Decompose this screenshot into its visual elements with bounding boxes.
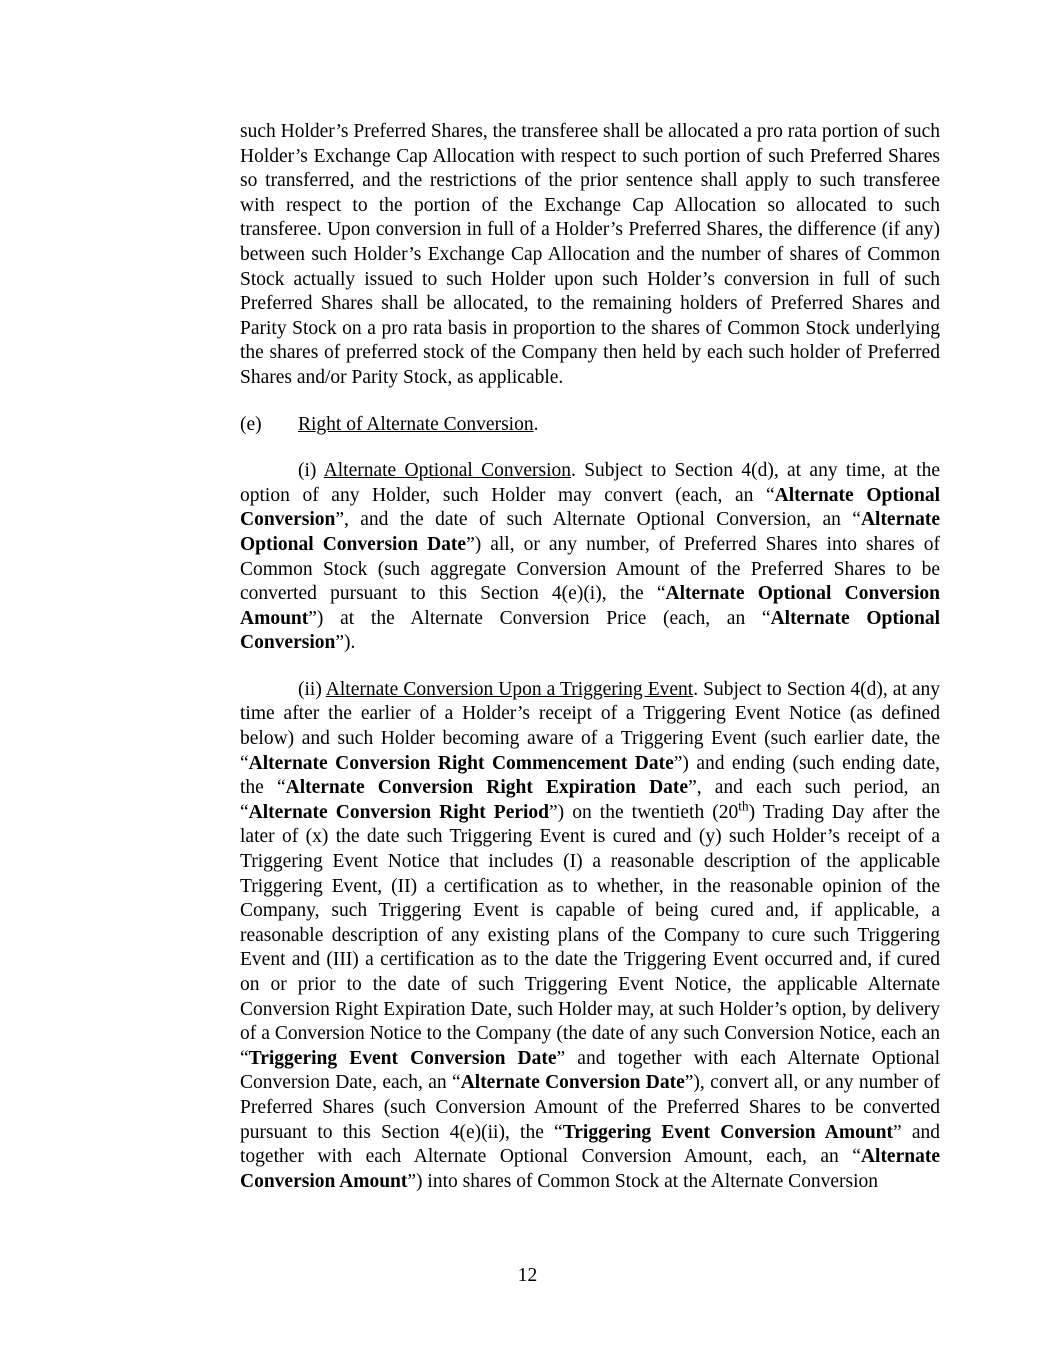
defined-term-alternate-optional-conversion-2: Alternate Optional Conversion [240,607,941,654]
clause-e-ii-text-2: ”) and ending (such ending date, the “ [240,752,940,799]
clause-e-ii-text-5: ) Trading Day after the later of (x) the date such Triggering Event is cured and (y) such Holder’s receipt of a Triggering Event Notice that includes (I) a reasonable description of the applicable Triggering Event, (II) a certification as to whether, in the reasonable opinion of the Company, such Triggering Event is capable of being cured and, if applicable, a reasonable description of any existing plans of the Company to cure such Triggering Event and (III) a certification as to the date the Triggering Event occurred and, if cured on or prior to the date of such Triggering Event Notice, the applicable Alternate Conversion Right Expiration Date, such Holder may, at such Holder’s option, by delivery of a Conversion Notice to the Company (the date of any such Conversion Notice, each an “ [240,801,940,1069]
clause-e-ii-text-3: ”, and each such period, an “ [240,777,940,823]
page-number: 12 [517,1265,538,1286]
defined-term-expiration-date: Alternate Conversion Right Expiration Date [285,777,689,799]
clause-e-body [298,413,940,438]
defined-term-triggering-event-conversion-amount: Triggering Event Conversion Amount [562,1121,893,1143]
clause-e-ii-heading: Alternate Conversion Upon a Triggering Event [325,678,694,700]
clause-e-heading-period: . [533,413,539,435]
clause-e-i-text-5: ”). [335,632,356,654]
defined-term-commencement-date: Alternate Conversion Right Commencement Date [248,752,674,774]
document-body [240,120,940,1194]
defined-term-alternate-conversion-amount: Alternate Conversion Amount [240,1146,940,1192]
clause-e-ii-text-7: ”), convert all, or any number of Preferred Shares (such Conversion Amount of the Preferred Shares to be converted pursuant to this Section 4(e)(ii), the “ [240,1072,940,1143]
clause-e-i-marker: (i) [298,460,317,482]
clause-e-i [240,459,940,656]
clause-e-ii-text-8: ” and together with each Alternate Optional Conversion Amount, each, an “ [240,1121,940,1168]
clause-e-i-text-2: ”, and the date of such Alternate Optional Conversion, an “ [335,509,861,531]
clause-e-ii-text-1: . Subject to Section 4(d), at any time after the earlier of a Holder’s receipt of a Triggering Event Notice (as defined below) and such Holder becoming aware of a Triggering Event (such earlier date, the “ [240,678,940,774]
ordinal-superscript: th [738,798,749,814]
defined-term-alternate-conversion-date: Alternate Conversion Date [460,1072,685,1094]
defined-term-alternate-optional-conversion-amount: Alternate Optional Conversion Amount [240,583,940,629]
clause-e-ii [240,678,940,1194]
clause-e-i-heading: Alternate Optional Conversion [323,460,572,482]
clause-e [240,413,940,438]
clause-e-i-text-1: . Subject to Section 4(d), at any time, at the option of any Holder, such Holder may convert (each, an “ [240,460,940,506]
defined-term-triggering-event-conversion-date: Triggering Event Conversion Date [248,1047,557,1069]
clause-e-i-text-4: ”) at the Alternate Conversion Price (each, an “ [308,607,771,629]
defined-term-right-period: Alternate Conversion Right Period [248,801,550,823]
clause-e-ii-text-4: ”) on the twentieth (20 [549,801,739,823]
clause-e-ii-text-9: ”) into shares of Common Stock at the Alternate Conversion [407,1170,879,1192]
defined-term-alternate-optional-conversion: Alternate Optional Conversion [240,484,940,531]
clause-e-heading: Right of Alternate Conversion [298,413,534,435]
clause-e-ii-marker: (ii) [298,678,322,700]
clause-e-i-text-3: ”) all, or any number, of Preferred Shares into shares of Common Stock (such aggregate Conversion Amount of the Preferred Shares to be converted pursuant to this Section 4(e)(i), the “ [240,533,940,605]
clause-e-marker: (e) [240,413,262,435]
clause-e-ii-text-6: ” and together with each Alternate Optional Conversion Date, each, an “ [240,1047,940,1094]
paragraph-continuation: such Holder’s Preferred Shares, the transferee shall be allocated a pro rata portion of such Holder’s Exchange Cap Allocation with respect to such portion of such Preferred Shares so transferred, and the restrictions of the prior sentence shall apply to such transferee with respect to the portion of the Exchange Cap Allocation so allocated to such transferee. Upon conversion in full of a Holder’s Preferred Shares, the difference (if any) between such Holder’s Exchange Cap Allocation and the number of shares of Common Stock actually issued to such Holder upon such Holder’s conversion in full of such Preferred Shares shall be allocated, to the remaining holders of Preferred Shares and Parity Stock on a pro rata basis in proportion to the shares of Common Stock underlying the shares of preferred stock of the Company then held by each such holder of Preferred Shares and/or Parity Stock, as applicable. [240,121,940,388]
defined-term-alternate-optional-conversion-date: Alternate Optional Conversion Date [240,509,940,555]
